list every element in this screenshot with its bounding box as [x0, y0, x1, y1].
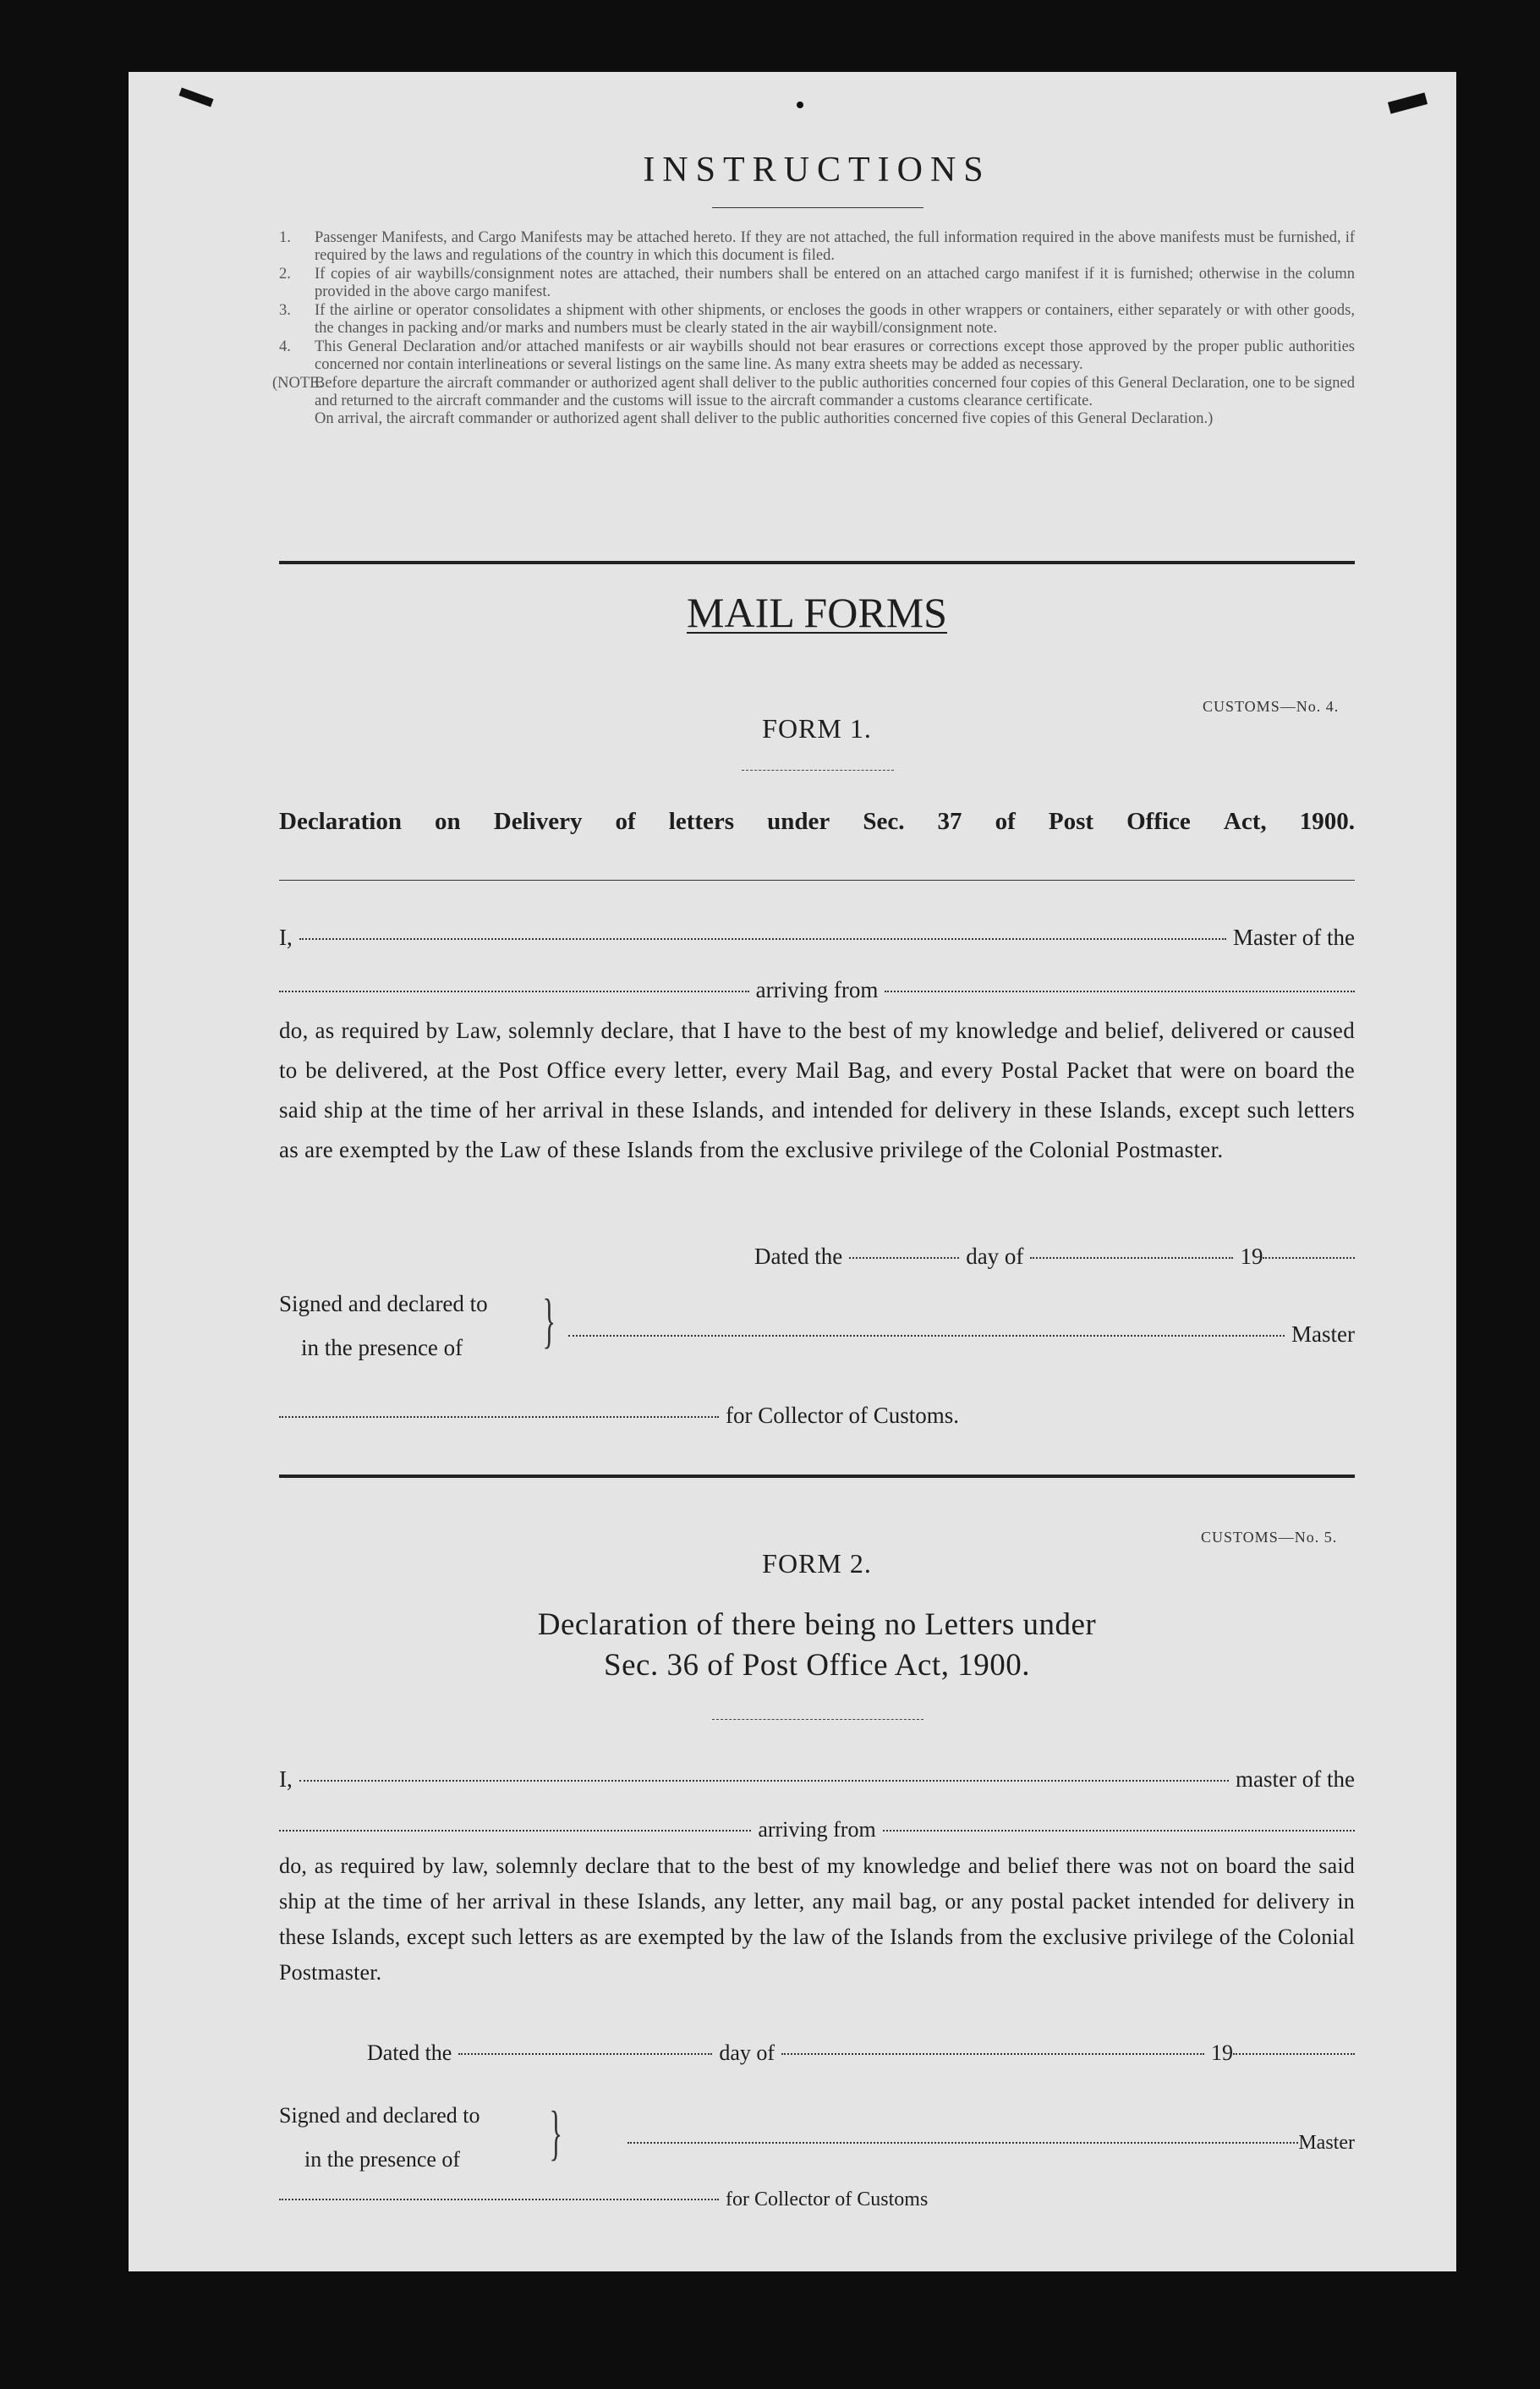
form-title: FORM 2. [762, 1548, 872, 1579]
declaration-rule [712, 1719, 923, 1720]
day-of-label: day of [719, 2040, 775, 2065]
form1-ship-line [279, 977, 1355, 1003]
presence-label: in the presence of [301, 1335, 463, 1360]
date-day-field[interactable] [849, 1257, 959, 1259]
declaration-word: Act, [1223, 808, 1267, 835]
form1-master-line [568, 1321, 1355, 1348]
year-label: 19 [1211, 2040, 1234, 2065]
declaration-word: 1900. [1299, 808, 1355, 835]
instructions-rule [712, 207, 923, 208]
declaration-word: 37 [937, 808, 962, 835]
arriving-from-field[interactable] [885, 991, 1355, 992]
dated-label: Dated the [367, 2040, 452, 2065]
instruction-item [279, 302, 1355, 338]
declaration-line: Declaration of there being no Letters under [537, 1607, 1097, 1642]
line-suffix: master of the [1236, 1766, 1355, 1792]
customs-number: CUSTOMS—No. 5. [1201, 1529, 1338, 1546]
form1-declaration-title [279, 808, 1355, 836]
collector-signature-field[interactable] [279, 1416, 719, 1418]
instruction-number: 1. [279, 229, 291, 246]
declaration-word: of [615, 808, 636, 835]
scan-speck [178, 87, 213, 107]
instructions-heading: INSTRUCTIONS [643, 151, 991, 189]
declaration-word: of [995, 808, 1016, 835]
arriving-from-label: arriving from [758, 1817, 876, 1842]
master-label: Master [1291, 1321, 1355, 1347]
form2-signed-block [279, 2094, 480, 2182]
form-title: FORM 1. [762, 713, 872, 744]
collector-signature-field[interactable] [279, 2199, 719, 2200]
document-page [129, 72, 1456, 2271]
signed-label: Signed and declared to [279, 1291, 488, 1316]
scan-speck [1388, 92, 1428, 113]
declaration-word: Delivery [493, 808, 583, 835]
declaration-line: Sec. 36 of Post Office Act, 1900. [604, 1648, 1030, 1683]
line-suffix: Master of the [1233, 925, 1355, 950]
instruction-item [279, 229, 1355, 265]
date-month-field[interactable] [1030, 1257, 1233, 1259]
day-of-label: day of [966, 1244, 1024, 1269]
master-name-field[interactable] [299, 938, 1226, 940]
form2-ship-line [279, 1817, 1355, 1843]
master-signature-field[interactable] [628, 2142, 1298, 2144]
instruction-number: 4. [279, 338, 291, 355]
instruction-text: Passenger Manifests, and Cargo Manifests may be attached hereto. If they are not attached, the full information required in the above manifests must be furnished, if required by the laws and regulations of the country in which this document is filed. [315, 229, 1355, 264]
note-text: Before departure the aircraft commander or authorized agent shall deliver to the public authorities concerned four copies of this General Declaration, one to be signed and returned to the aircraft commander and the customs will issue to the aircraft commander a customs clearance certificate. [315, 375, 1355, 409]
instruction-number: 2. [279, 266, 291, 283]
instruction-item [279, 338, 1355, 374]
presence-label: in the presence of [304, 2147, 461, 2172]
note-label: (NOTE. [272, 375, 324, 392]
date-year-field[interactable] [1233, 2053, 1355, 2055]
form2-declaration-title [279, 1605, 1355, 1686]
note-text: On arrival, the aircraft commander or authorized agent shall deliver to the public authorities concerned five copies of this General Declaration.) [315, 410, 1214, 427]
date-day-field[interactable] [458, 2053, 712, 2055]
form-title-rule [742, 770, 894, 771]
date-month-field[interactable] [781, 2053, 1204, 2055]
instructions-list [272, 229, 1355, 428]
form1-date-line [754, 1244, 1355, 1270]
form2-name-line [279, 1766, 1355, 1793]
collector-label: for Collector of Customs. [726, 1403, 959, 1428]
declaration-rule [279, 880, 1355, 881]
form1-name-line [279, 925, 1355, 951]
declaration-word: letters [668, 808, 735, 835]
form2-collector-line [279, 2189, 1040, 2211]
instruction-text: If the airline or operator consolidates a shipment with other shipments, or encloses the goods in other wrappers or containers, either separately or with other goods, the changes in packing and/or marks and numbers must be clearly stated in the air waybill/consignment note. [315, 302, 1355, 337]
dated-label: Dated the [754, 1244, 843, 1269]
year-label: 19 [1240, 1244, 1263, 1269]
declaration-word: under [767, 808, 830, 835]
declaration-word: Declaration [279, 808, 402, 835]
form2-date-line [367, 2040, 1355, 2066]
scan-speck [797, 102, 803, 108]
line-prefix: I, [279, 925, 293, 950]
signed-label: Signed and declared to [279, 2103, 480, 2128]
master-name-field[interactable] [299, 1780, 1229, 1782]
section-divider [279, 561, 1355, 564]
section-divider [279, 1475, 1355, 1478]
instruction-text: If copies of air waybills/consignment notes are attached, their numbers shall be entered on an attached cargo manifest if it is furnished; otherwise in the column provided in the above cargo manifest. [315, 266, 1355, 300]
master-label: Master [1298, 2132, 1355, 2154]
customs-number: CUSTOMS—No. 4. [1203, 698, 1340, 715]
form2-body-text: do, as required by law, solemnly declare that to the best of my knowledge and belief there was not on board the said ship at the time of her arrival in these Islands, any letter, any mail bag, or any postal packet intended for delivery in these Islands, except such letters as are exempted by the law of the Islands from the exclusive privilege of the Colonial Postmaster. [279, 1854, 1355, 1985]
declaration-word: on [435, 808, 461, 835]
instruction-number: 3. [279, 302, 291, 319]
form2-master-line [628, 2132, 1355, 2155]
date-year-field[interactable] [1263, 1257, 1355, 1259]
master-signature-field[interactable] [568, 1335, 1285, 1337]
arriving-from-field[interactable] [883, 1830, 1355, 1832]
mail-forms-title: MAIL FORMS [687, 589, 947, 636]
form1-body-text: do, as required by Law, solemnly declare, that I have to the best of my knowledge and belief, delivered or caused to be delivered, at the Post Office every letter, every Mail Bag, and every Postal Packet that were on board the said ship at the time of her arrival in these Islands, and intended for delivery in these Islands, except such letters as are exempted by the Law of these Islands from the exclusive privilege of the Colonial Postmaster. [279, 1018, 1355, 1162]
brace-icon: } [542, 1287, 556, 1354]
form1-signed-block [279, 1282, 488, 1370]
declaration-word: Office [1126, 808, 1191, 835]
instruction-text: This General Declaration and/or attached manifests or air waybills should not bear erasures or corrections except those approved by the proper public authorities concerned nor contain interlineations or several listings on the same line. As many extra sheets may be added as necessary. [315, 338, 1355, 373]
arriving-from-label: arriving from [755, 977, 879, 1002]
ship-name-field[interactable] [279, 1830, 751, 1832]
ship-name-field[interactable] [279, 991, 749, 992]
declaration-word: Sec. [863, 808, 905, 835]
brace-icon: } [549, 2099, 563, 2167]
instruction-item [279, 266, 1355, 301]
collector-label: for Collector of Customs [726, 2189, 929, 2211]
declaration-word: Post [1048, 808, 1094, 835]
instruction-note [272, 375, 1355, 428]
line-prefix: I, [279, 1766, 293, 1792]
form1-collector-line [279, 1403, 1040, 1429]
